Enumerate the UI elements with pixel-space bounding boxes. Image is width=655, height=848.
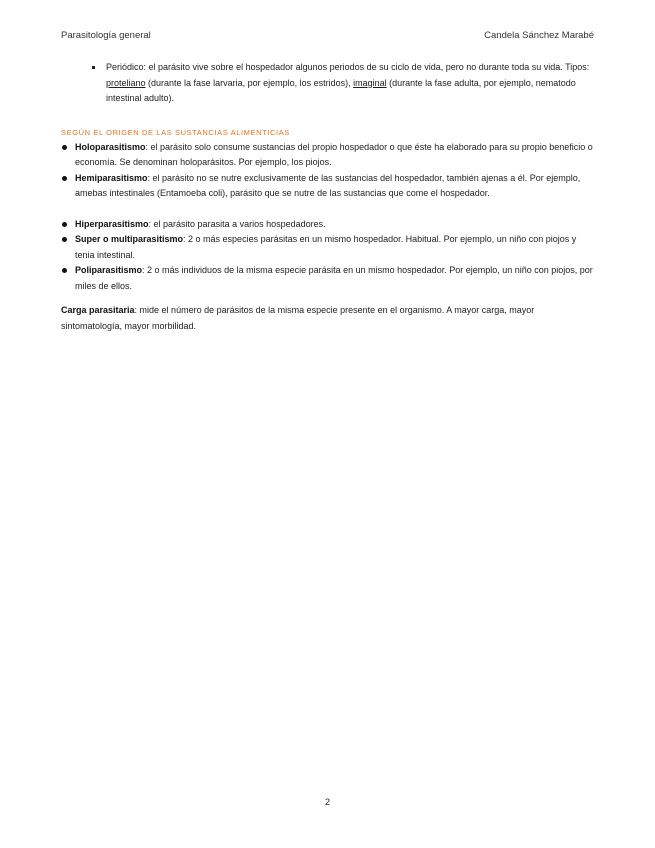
- section-heading-origen: SEGÚN EL ORIGEN DE LAS SUSTANCIAS ALIMENTICIAS: [61, 127, 290, 137]
- term-poliparasitismo: Poliparasitismo: [75, 265, 143, 275]
- periodico-text-1: Periódico: el parásito vive sobre el hospedador algunos periodos de su ciclo de vida, pero no durante toda su vida. Tipos:: [106, 62, 590, 72]
- definition-hiperparasitismo: : el parásito parasita a varios hospedadores.: [148, 218, 326, 229]
- definition-multiparasitismo: : 2 o más especies parásitas en un mismo hospedador. Habitual. Por ejemplo, un niño con piojos y tenia intestinal.: [75, 234, 577, 260]
- definition-hemiparasitismo: : el parásito no se nutre exclusivamente de las sustancias del hospedador, también ajenas a él. Por ejemplo, amebas intestinales (Entamoeba coli), parásito que se nutre de las sustancias que come el hospedador.: [75, 172, 581, 198]
- list-item-poliparasitismo: [61, 263, 594, 294]
- document-body: [61, 60, 594, 343]
- term-hiperparasitismo: Hiperparasitismo: [75, 218, 149, 229]
- term-holoparasitismo: Holoparasitismo: [75, 141, 146, 152]
- bullet-list-origen: [61, 140, 594, 202]
- header-course-title: Parasitología general: [61, 30, 151, 41]
- periodico-list: [92, 60, 594, 107]
- term-proteliano: proteliano: [106, 77, 146, 88]
- list-item-multiparasitismo: [61, 232, 594, 263]
- list-item-periodico: [92, 60, 594, 107]
- definition-poliparasitismo: : 2 o más individuos de la misma especie parásita en un mismo hospedador. Por ejemplo, un niño con piojos, por miles de ellos.: [75, 265, 593, 291]
- page-number: 2: [324, 797, 330, 807]
- list-item-hiperparasitismo: [61, 217, 594, 233]
- term-imaginal: imaginal: [353, 77, 387, 88]
- periodico-text-2: (durante la fase larvaria, por ejemplo, los estridos),: [145, 77, 354, 88]
- term-hemiparasitismo: Hemiparasitismo: [75, 172, 148, 183]
- list-item-holoparasitismo: [61, 140, 594, 171]
- header-author: Candela Sánchez Marabé: [484, 30, 594, 41]
- spacer: [61, 202, 594, 217]
- bullet-list-tipos: [61, 217, 594, 295]
- periodico-text-3: (durante la fase adulta, por ejemplo, nematodo intestinal adulto).: [106, 77, 576, 103]
- paragraph-carga-parasitaria: [61, 303, 594, 334]
- list-item-hemiparasitismo: [61, 171, 594, 202]
- page-header: [61, 30, 594, 41]
- term-carga-parasitaria: Carga parasitaria: [61, 305, 135, 315]
- term-multiparasitismo: Super o multiparasitismo: [75, 234, 184, 244]
- definition-carga-parasitaria: : mide el número de parásitos de la misma especie presente en el organismo. A mayor carga, mayor sintomatología, mayor morbilidad.: [61, 305, 535, 331]
- definition-holoparasitismo: : el parásito solo consume sustancias del propio hospedador o que éste ha elaborado para su propio beneficio o economía. Se denominan holoparásitos. Por ejemplo, los piojos.: [75, 141, 593, 167]
